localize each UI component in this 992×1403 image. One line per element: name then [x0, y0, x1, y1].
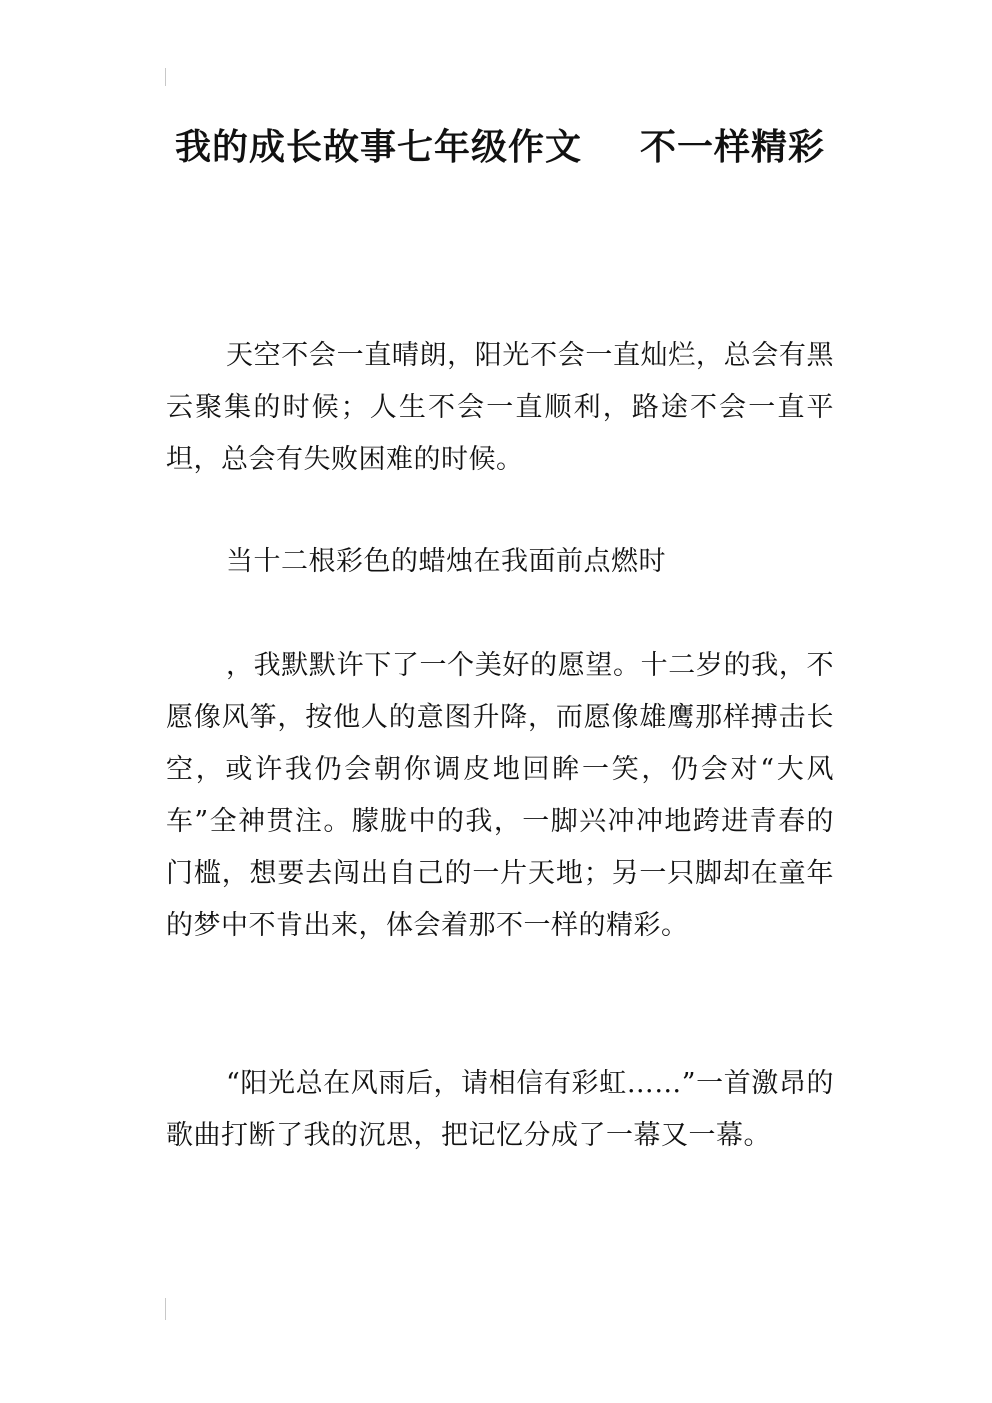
title-main: 我的成长故事七年级作文 [174, 127, 582, 168]
paragraph-3: ，我默默许下了一个美好的愿望。十二岁的我，不愿像风筝，按他人的意图升降，而愿像雄鹰那样搏击长空，或许我仍会朝你调皮地回眸一笑，仍会对“大风车”全神贯注。朦胧中的我，一脚兴冲冲地跨进青春的门槛，想要去闯出自己的一片天地；另一只脚却在童年的梦中不肯出来，体会着那不一样的精彩。 [166, 650, 834, 941]
paragraph-4: “阳光总在风雨后，请相信有彩虹……”一首激昂的歌曲打断了我的沉思，把记忆分成了一幕又一幕。 [166, 1068, 834, 1151]
page-corner-mark [165, 68, 166, 86]
title-subtitle: 不一样精彩 [640, 127, 826, 168]
paragraph-2: 当十二根彩色的蜡烛在我面前点燃时 [226, 546, 666, 577]
paragraph-1: 天空不会一直晴朗，阳光不会一直灿烂，总会有黑云聚集的时候；人生不会一直顺利，路途不会一直平坦，总会有失败困难的时候。 [166, 340, 834, 475]
page-corner-mark [165, 1298, 166, 1320]
document-title [160, 120, 840, 176]
